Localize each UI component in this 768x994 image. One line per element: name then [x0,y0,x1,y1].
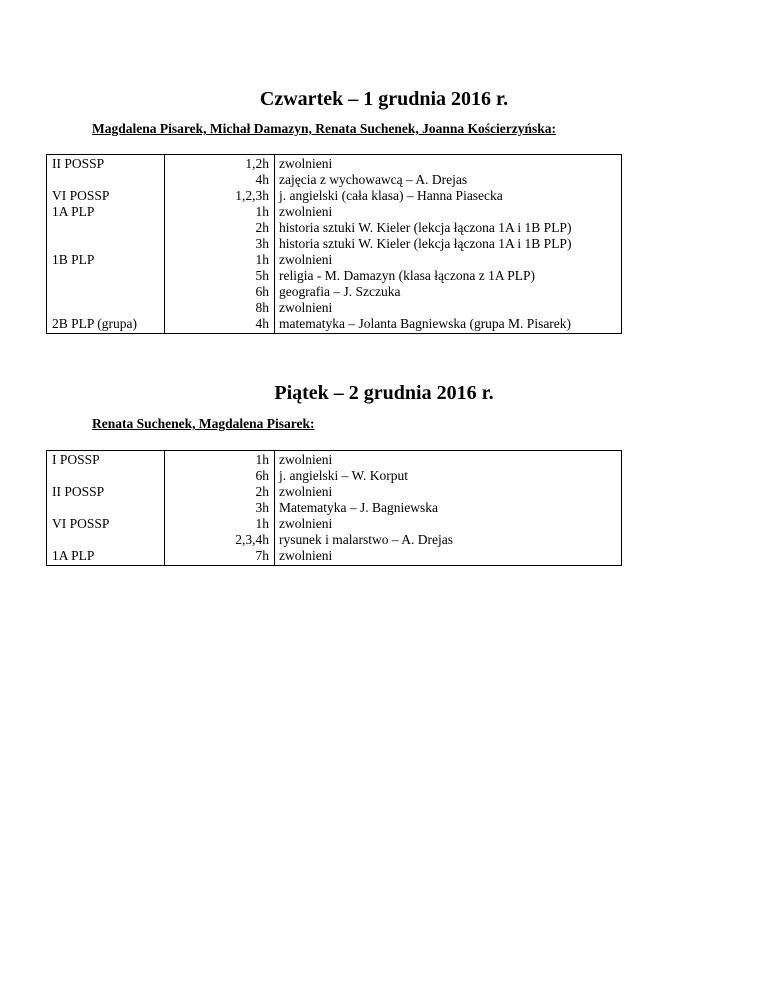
friday-title: Piątek – 2 grudnia 2016 r. [274,382,494,404]
hour-cell: 1,2,3h [235,188,269,203]
hour-column [165,155,275,333]
hour-cell: 1h [255,252,269,267]
hour-column [165,451,275,565]
class-cell [52,468,164,484]
class-cell: VI POSSP [52,188,110,203]
hour-cell: 5h [255,268,269,283]
hour-cell: 2h [255,484,269,499]
friday-teachers: Renata Suchenek, Magdalena Pisarek: [92,416,315,431]
description-column [275,155,621,333]
hour-cell: 6h [255,284,269,299]
hour-cell: 3h [255,500,269,515]
description-cell: zwolnieni [279,548,333,563]
class-cell: 2B PLP (grupa) [52,316,137,331]
description-cell: historia sztuki W. Kieler (lekcja łączona 1A i 1B PLP) [279,236,572,251]
class-cell [52,284,164,300]
hour-cell: 1,2h [245,156,269,171]
description-cell: matematyka – Jolanta Bagniewska (grupa M. Pisarek) [279,316,572,331]
class-cell [52,300,164,316]
description-cell: zwolnieni [279,300,333,315]
class-cell: VI POSSP [52,516,110,531]
friday-title-wrap [0,381,768,405]
class-cell: II POSSP [52,484,105,499]
description-cell: geografia – J. Szczuka [279,284,401,299]
hour-cell: 6h [255,468,269,483]
thursday-title-wrap [0,87,768,111]
class-column [47,155,165,333]
description-column [275,451,621,565]
description-cell: j. angielski (cała klasa) – Hanna Piasecka [279,188,503,203]
friday-schedule-table [46,450,622,566]
thursday-title: Czwartek – 1 grudnia 2016 r. [259,88,509,110]
description-cell: j. angielski – W. Korput [279,468,408,483]
class-cell [52,268,164,284]
class-cell [52,500,164,516]
description-cell: zwolnieni [279,484,333,499]
hour-cell: 2h [255,220,269,235]
description-cell: zajęcia z wychowawcą – A. Drejas [279,172,468,187]
hour-cell: 1h [255,452,269,467]
description-cell: zwolnieni [279,252,333,267]
thursday-schedule-table [46,154,622,334]
hour-cell: 1h [255,516,269,531]
hour-cell: 3h [255,236,269,251]
description-cell: Matematyka – J. Bagniewska [279,500,438,515]
class-cell: 1A PLP [52,204,95,219]
description-cell: zwolnieni [279,452,333,467]
description-cell: zwolnieni [279,204,333,219]
class-cell [52,172,164,188]
description-cell: zwolnieni [279,516,333,531]
thursday-teachers: Magdalena Pisarek, Michał Damazyn, Renata Suchenek, Joanna Kościerzyńska: [92,121,557,136]
hour-cell: 2,3,4h [235,532,269,547]
class-cell [52,236,164,252]
description-cell: zwolnieni [279,156,333,171]
class-cell [52,220,164,236]
class-column [47,451,165,565]
class-cell: II POSSP [52,156,105,171]
class-cell: 1A PLP [52,548,95,563]
description-cell: historia sztuki W. Kieler (lekcja łączona 1A i 1B PLP) [279,220,572,235]
hour-cell: 4h [255,316,269,331]
description-cell: religia - M. Damazyn (klasa łączona z 1A PLP) [279,268,536,283]
class-cell: 1B PLP [52,252,95,267]
hour-cell: 4h [255,172,269,187]
hour-cell: 7h [255,548,269,563]
class-cell [52,532,164,548]
description-cell: rysunek i malarstwo – A. Drejas [279,532,453,547]
hour-cell: 8h [255,300,269,315]
class-cell: I POSSP [52,452,100,467]
hour-cell: 1h [255,204,269,219]
